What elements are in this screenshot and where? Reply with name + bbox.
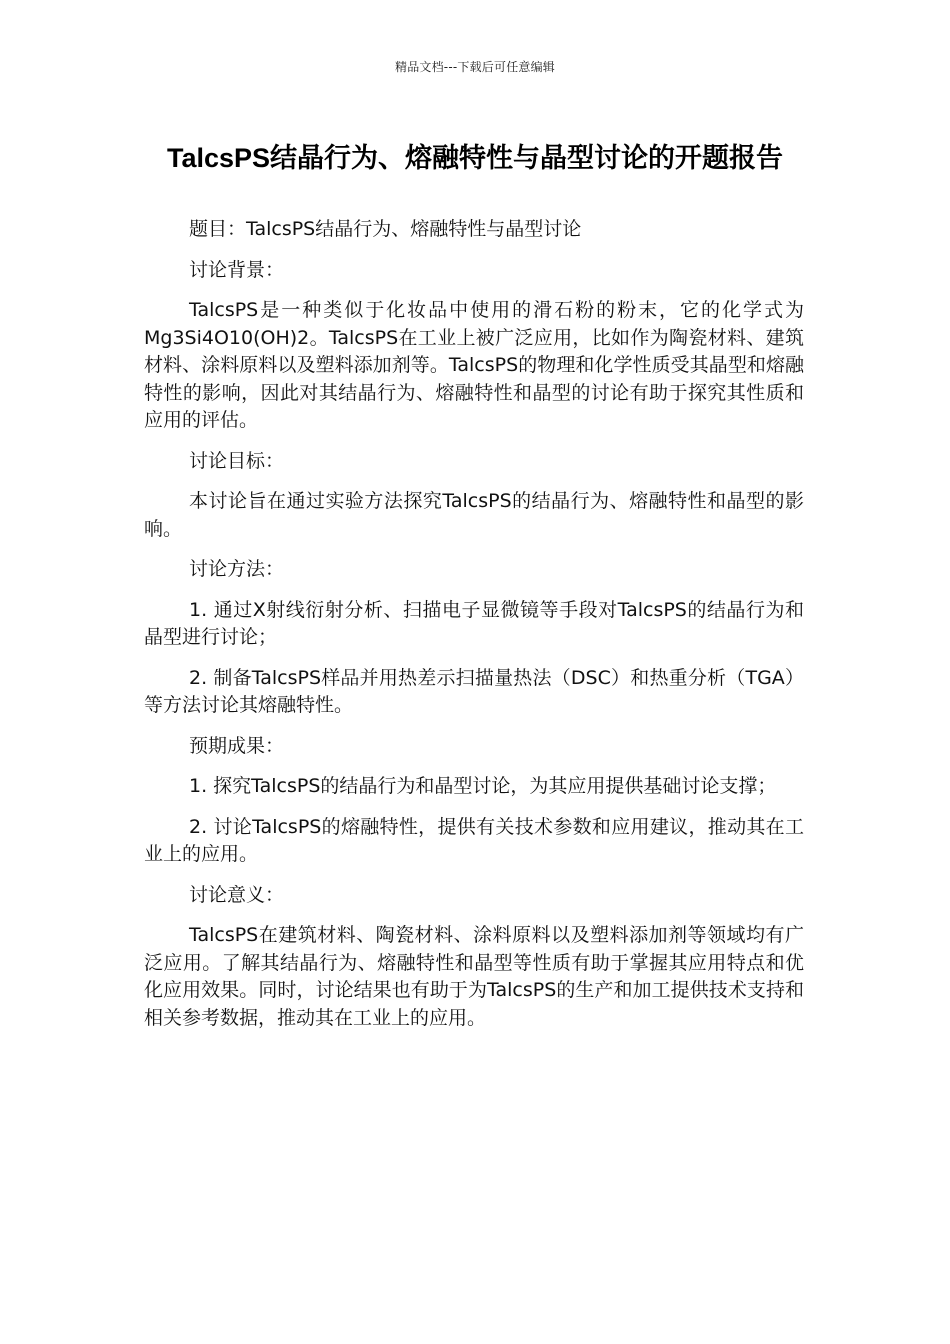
paragraph-method-1: 1. 通过X射线衍射分析、扫描电子显微镜等手段对TalcsPS的结晶行为和晶型进行讨论； (144, 598, 804, 648)
heading-significance: 讨论意义： (189, 883, 285, 906)
heading-objective: 讨论目标： (189, 449, 285, 472)
page-title: TalcsPS结晶行为、熔融特性与晶型讨论的开题报告 (166, 143, 784, 173)
paragraph-background: TalcsPS是一种类似于化妆品中使用的滑石粉的粉末，它的化学式为Mg3Si4O10(OH)2。TalcsPS在工业上被广泛应用，比如作为陶瓷材料、建筑材料、涂料原料以及塑料添加剂等。TalcsPS的物理和化学性质受其晶型和熔融特性的影响，因此对其结晶行为、熔融特性和晶型的讨论有助于探究其性质和应用的评估。 (144, 299, 804, 431)
heading-expected-results: 预期成果： (189, 734, 285, 757)
heading-background: 讨论背景： (189, 258, 285, 281)
paragraph-significance: TalcsPS在建筑材料、陶瓷材料、涂料原料以及塑料添加剂等领域均有广泛应用。了解其结晶行为、熔融特性和晶型等性质有助于掌握其应用特点和优化应用效果。同时，讨论结果也有助于为TalcsPS的生产和加工提供技术支持和相关参考数据，推动其在工业上的应用。 (144, 924, 804, 1029)
paragraph-topic: 题目：TalcsPS结晶行为、熔融特性与晶型讨论 (189, 218, 582, 240)
document-body (144, 216, 804, 1045)
heading-methods: 讨论方法： (189, 558, 285, 580)
header-note: 精品文档---下载后可任意编辑 (395, 60, 555, 74)
paragraph-method-2: 2. 制备TalcsPS样品并用热差示扫描量热法（DSC）和热重分析（TGA）等方法讨论其熔融特性。 (144, 666, 804, 716)
paragraph-objective: 本讨论旨在通过实验方法探究TalcsPS的结晶行为、熔融特性和晶型的影响。 (144, 490, 804, 540)
paragraph-result-1: 1. 探究TalcsPS的结晶行为和晶型讨论，为其应用提供基础讨论支撑； (189, 775, 777, 797)
paragraph-result-2: 2. 讨论TalcsPS的熔融特性，提供有关技术参数和应用建议，推动其在工业上的应用。 (144, 815, 804, 865)
